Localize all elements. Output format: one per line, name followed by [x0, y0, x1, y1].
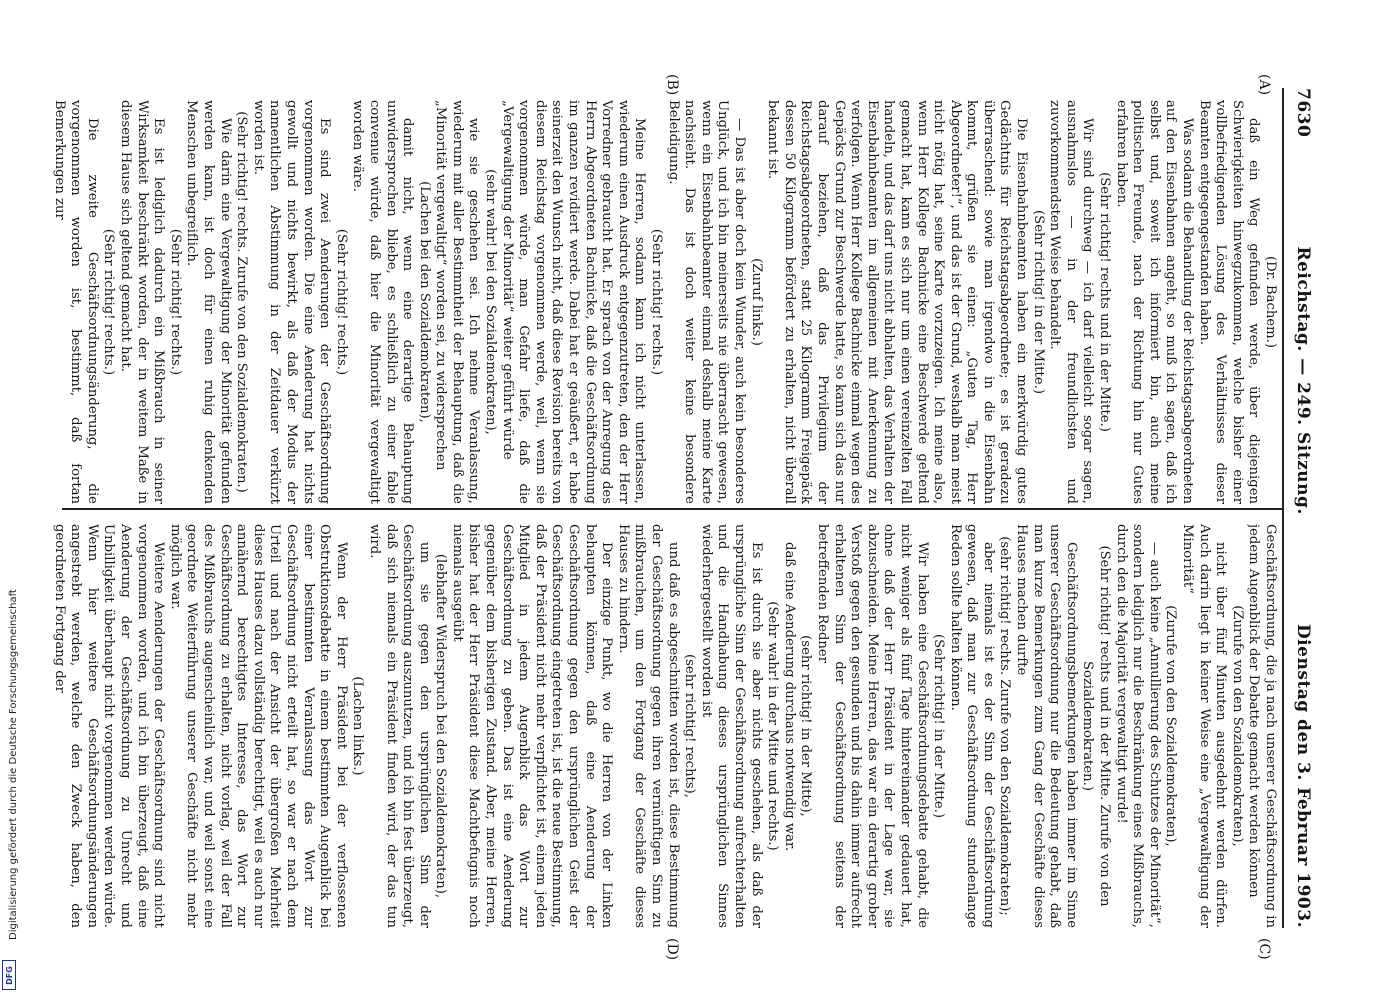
- text-paragraph: Weitere Aenderungen der Geschäftsordnung sind nicht vorgenommen worden, und ich bin überzeugt, daß eine Aenderung der Geschäftsordnung zu Unrecht und Unbilligkeit überhaupt nicht vorgenommen werden würde. Wenn hier weitere Geschäftsordnungsänderungen angestrebt werden, welche den Zweck haben, den geordneten Fortgang der: [51, 524, 167, 928]
- text-paragraph: Was sodann die Behandlung der Reichstagsabgeordneten auf den Eisenbahnen angeht, so muß ich sagen, daß ich selbst und, soweit ich informiert bin, auch meine politischen Freunde, nach der Richtung hin nur Gutes erfahren haben.: [1113, 100, 1196, 504]
- margin-marker-d: (D): [664, 938, 680, 961]
- text-paragraph: Wir sind durchweg — ich darf vielleicht sogar sagen, ausnahmslos — in der freundlichsten und zuvorkommendsten Weise behandelt.: [1047, 100, 1096, 504]
- text-paragraph: Wie darin eine Vergewaltigung der Minorität gefunden werden kann, ist doch für einen ruhig denkenden Menschen unbegreiflich.: [184, 100, 233, 504]
- text-paragraph: daß ein Weg gefunden werde, über diejenigen Schwierigkeiten hinwegzukommen, welche bisher einer vollbefriedigenden Lösung des Verhältnisses dieser Beamten entgegengestanden haben.: [1196, 100, 1262, 504]
- margin-marker-c: (C): [1256, 938, 1272, 960]
- text-paragraph: Es sind zwei Aenderungen der Geschäftsordnung vorgenommen worden. Die eine Aenderung hat nichts gewollt und nichts bewirkt, als daß der Modus der namentlichen Abstimmung in der Zeitdauer verkürzt worden ist.: [250, 100, 333, 504]
- text-paragraph: Es ist lediglich dadurch ein Mißbrauch in seiner Wirksamkeit beschränkt worden, der in weitem Maße in diesem Hause sich geltend gemacht hat.: [118, 100, 167, 504]
- text-paragraph: Die Eisenbahnbeamten haben ein merkwürdig gutes Gedächtnis für Reichstagsabgeordnete; es ist geradezu überraschend: sowie man irgendwo in die Eisenbahn kommt, grüßen sie einen: „Guten Tag, Herr Abgeordneter!“, und das ist der Grund, weshalb man meist nicht nötig hat, seine Karte vorzuzeigen. Ich meine also, wenn Herr Kollege Bachnicke eine Beschwerde geltend gemacht hat, kann es sich nur um einen vereinzelten Fall handeln, und das darf uns nicht abhalten, das Verhalten der Eisenbahnbeamten im allgemeinen mit Anerkennung zu verfolgen. Wenn Herr Kollege Bachnicke einmal wegen des Gepäcks Grund zur Beschwerde hatte, so kann sich das nur darauf beziehen, daß das Privilegium der Reichstagsabgeordneten, statt 25 Kilogramm Freigepäck dessen 50 Kilogramm befördert zu erhalten, nicht überall bekannt ist.: [765, 100, 1030, 504]
- left-text-column: [48, 100, 1278, 504]
- interjection: (Zuruf links.): [748, 258, 764, 346]
- text-paragraph: Die zweite Geschäftsordnungsänderung, die vorgenommen worden ist, bestimmt, daß fortan Bemerkungen zur: [51, 100, 100, 504]
- text-paragraph: — auch keine „Annullierung des Schutzes der Minorität“, sondern lediglich nur die Beschränkung eines Mißbrauchs, durch den die Majorität vergewaltigt wurde!: [1113, 524, 1162, 928]
- margin-marker-a: (A): [1256, 74, 1272, 96]
- interjection: (Lachen bei den Sozialdemokraten),: [416, 181, 432, 423]
- page-header: [1286, 88, 1320, 928]
- interjection: (Sehr wahr! in der Mitte und rechts.): [765, 601, 781, 851]
- text-paragraph: — Das ist aber doch kein Wunder, auch kein besonderes Unglück, und ich bin meinerseits nie überrascht gewesen, wenn ein Eisenbahnbeamter einmal deshalb meine Karte nachsieht. Das ist doch weiter keine besondere Beleidigung.: [665, 100, 747, 504]
- interjection: (Sehr richtig! rechts und in der Mitte. Zurufe von den Sozialdemokraten.): [1080, 545, 1113, 907]
- text-paragraph: und daß es abgeschnitten worden ist, diese Bestimmung der Geschäftsordnung gegen ihren vernünftigen Sinn zu mißbrauchen, um den Fortgang der Geschäfte dieses Hauses zu hindern.: [615, 524, 681, 928]
- interjection: (Sehr richtig! in der Mitte.): [1030, 210, 1046, 394]
- text-paragraph: aber niemals ist es der Sinn der Geschäftsordnung gewesen, daß man zur Geschäftsordnung stundenlange Reden sollte halten können.: [947, 524, 996, 928]
- session-date: Dienstag den 3. Februar 1903.: [1293, 623, 1313, 928]
- dfg-logo: [2, 960, 16, 990]
- interjection: (Sehr richtig! rechts und in der Mitte.): [1097, 172, 1113, 432]
- text-paragraph: daß eine Aenderung durchaus notwendig war.: [781, 542, 797, 852]
- digitization-credit: Digitalisierung gefördert durch die Deutsche Forschungsgemeinschaft: [8, 589, 19, 940]
- text-paragraph: wie sie geschehen sei. Ich nehme Veranlassung, wiederum mit aller Bestimmtheit der Behauptung, daß die „Minorität vergewaltigt“ worden sei, zu widersprechen: [433, 100, 482, 504]
- interjection: (sehr wahr! bei den Sozialdemokraten),: [483, 169, 499, 435]
- column-divider: [62, 508, 1282, 510]
- right-text-column: [48, 524, 1278, 928]
- text-paragraph: Geschäftsordnungsbemerkungen haben immer im Sinne unserer Geschäftsordnung nur die Bedeutung gehabt, daß man kurze Bemerkungen zum Gang der Geschäfte dieses Hauses machen durfte: [1014, 524, 1079, 928]
- text-paragraph: Geschäftsordnung, die ja nach unserer Geschäftsordnung in jedem Augenblick der Debatte gemacht werden können: [1246, 524, 1278, 928]
- margin-marker-b: (B): [664, 74, 680, 96]
- interjection: (sehr richtig! rechts),: [682, 654, 698, 798]
- session-title: Reichstag. — 249. Sitzung.: [1293, 246, 1313, 515]
- interjection: (sehr richtig! rechts. Zurufe von den Sozialdemokraten);: [997, 536, 1013, 916]
- text-paragraph: damit nicht, wenn eine derartige Behauptung unwidersprochen bliebe, es schließlich zu einer fable convenue würde, daß hier die Minorität vergewaltigt worden wäre.: [350, 100, 416, 504]
- text-paragraph: Es ist durch sie aber nichts geschehen, als daß der ursprüngliche Sinn der Geschäftsordnung aufrechterhalten und die Handhabung dieses ursprünglichen Sinnes wiederhergestellt worden ist: [698, 524, 764, 928]
- text-paragraph: nicht über fünf Minuten ausgedehnt werden dürfen. Auch darin liegt in keiner Weise eine „Vergewaltigung der Minorität“: [1180, 524, 1229, 928]
- page-number: 7630: [1293, 88, 1313, 138]
- interjection: (Sehr richtig! rechts.): [333, 228, 349, 376]
- interjection: (Zurufe von den Sozialdemokraten),: [1229, 605, 1245, 847]
- interjection: (Sehr richtig! rechts.): [167, 228, 183, 376]
- document-page: [20, 0, 1320, 1000]
- interjection: (sehr richtig! in der Mitte),: [798, 635, 814, 817]
- interjection: (Sehr richtig! in der Mitte.): [931, 634, 947, 818]
- speaker-name: (Dr. Bachem.): [1263, 255, 1278, 349]
- interjection: (Lachen links.): [350, 676, 366, 776]
- text-paragraph: Der einzige Punkt, wo die Herren von der Linken behaupten können, daß eine Aenderung der Geschäftsordnung gegen den ursprünglichen Geist der Geschäftsordnung eingetreten ist, ist die neue Bestimmung, daß der Präsident nicht mehr verpflichtet ist, einem jeden Mitglied in jedem Augenblick das Wort zur Geschäftsordnung zu geben. Das ist eine Aenderung gegenüber dem bisherigen Zustand. Aber, meine Herren, bisher hat der Herr Präsident diese Machtbefugnis noch niemals ausgeübt: [449, 524, 615, 928]
- text-paragraph: Wir haben eine Geschäftsordnungsdebatte gehabt, die nicht weniger als fünf Tage hintereinander gedauert hat, ohne daß der Herr Präsident in der Lage war, sie abzuschneiden. Meine Herren, das war ein derartig grober Verstoß gegen den gesunden und bis dahin immer aufrecht erhaltenen Sinn der Geschäftsordnung seitens der betreffenden Redner: [814, 524, 930, 928]
- interjection: (Zurufe von den Sozialdemokraten),: [1163, 605, 1179, 847]
- interjection: (Sehr richtig! rechts. Zurufe von den Sozialdemokraten.): [234, 111, 250, 493]
- interjection: (Sehr richtig! rechts.): [101, 228, 117, 376]
- text-paragraph: um sie gegen den ursprünglichen Sinn der Geschäftsordnung auszunutzen, und ich bin fest überzeugt, daß sich niemals ein Präsident finden wird, der das tun wird.: [366, 524, 432, 928]
- text-paragraph: Wenn der Herr Präsident bei der verflossenen Obstruktionsdebatte in einem bestimmten Augenblick bei einer bestimmten Veranlassung das Wort zur Geschäftsordnung nicht erteilt hat, so war er nach dem Urteil und nach der Ansicht der übergroßen Mehrheit dieses Hauses dazu vollständig berechtigt, weil es auch nur annähernd berechtigtes Interesse, das Wort zur Geschäftsordnung zu erhalten, nicht vorlag, weil der Fall des Mißbrauchs augenscheinlich war, und weil sonst eine geordnete Weiterführung unserer Geschäfte nicht mehr möglich war.: [167, 524, 349, 928]
- header-rule: [1282, 88, 1284, 928]
- interjection: (lebhafter Widerspruch bei den Sozialdemokraten),: [433, 553, 449, 899]
- interjection: (Sehr richtig! rechts.): [649, 228, 665, 376]
- dfg-logo-text: DFG: [4, 965, 14, 985]
- text-paragraph: Meine Herren, sodann kann ich nicht unterlassen, wiederum einen Ausdruck entgegenzutreten, den der Herr Vorredner gebraucht hat. Er sprach von der Anregung des Herrn Abgeordneten Bachnicke, daß die Geschäftsordnung im ganzen revidiert werde. Dabei hat er geäußert, er habe seinerzeit den Wunsch nicht, daß diese Revision bereits von diesem Reichstag vorgenommen werde, weil, wenn sie vorgenommen würde, man Gefahr liefe, daß die „Vergewaltigung der Minorität“ weiter geführt würde: [499, 100, 648, 504]
